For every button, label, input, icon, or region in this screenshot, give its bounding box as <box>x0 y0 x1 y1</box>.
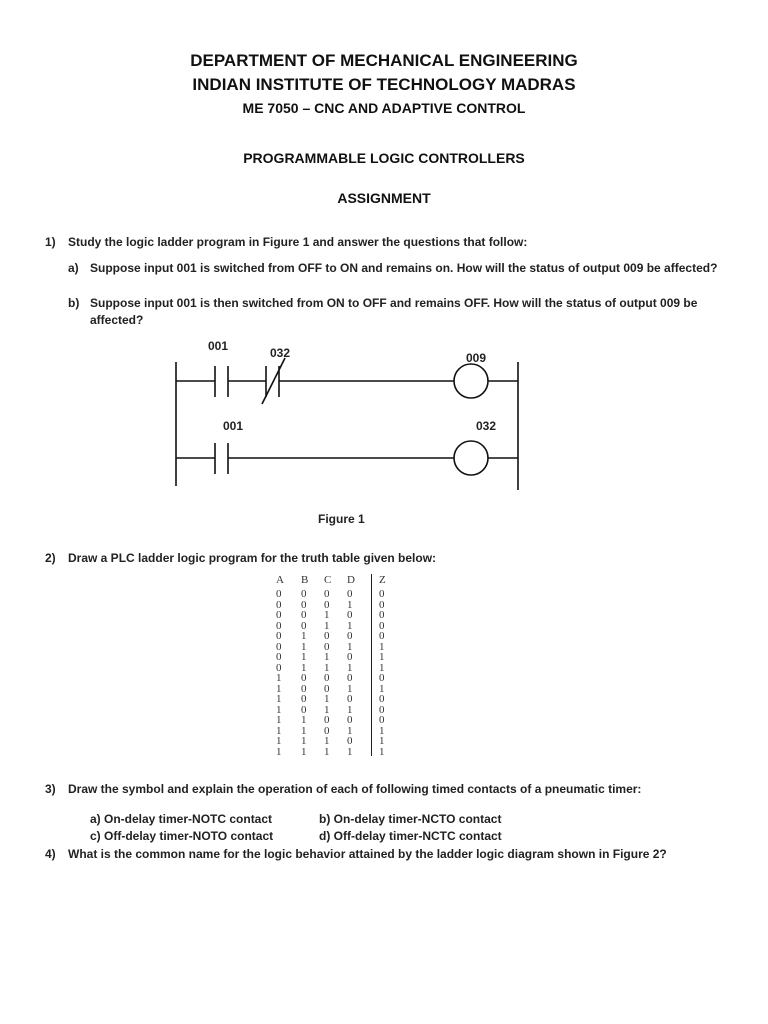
truth-table-header: B <box>301 574 309 586</box>
truth-table-header: Z <box>379 574 386 586</box>
q1-text: Study the logic ladder program in Figure 1 and answer the questions that follow: <box>68 235 528 249</box>
truth-table-cell: 0 <box>301 682 307 695</box>
q3-option-c: c) Off-delay timer-NOTO contact <box>90 829 274 843</box>
q1b-text-line1: Suppose input 001 is then switched from ON to OFF and remains OFF. How will the status of output 009 be <box>90 296 698 310</box>
truth-table-cell: 0 <box>301 598 307 611</box>
truth-table-cell: 1 <box>324 735 330 747</box>
truth-table-cell: 1 <box>379 651 385 663</box>
figure1-caption: Figure 1 <box>318 512 365 526</box>
truth-table-header: D <box>347 574 355 586</box>
truth-table-cell: 1 <box>301 714 307 726</box>
q2-text: Draw a PLC ladder logic program for the truth table given below: <box>68 551 437 565</box>
truth-table-cell: 0 <box>379 609 385 621</box>
truth-table-cell: 0 <box>276 630 282 642</box>
truth-table-cell: 0 <box>324 682 330 695</box>
truth-table-cell: 1 <box>347 724 353 737</box>
truth-table-cell: 0 <box>276 661 282 674</box>
truth-table-cell: 0 <box>379 598 385 611</box>
truth-table-cell: 0 <box>347 588 353 600</box>
truth-table-cell: 0 <box>347 630 353 642</box>
truth-table-cell: 1 <box>379 640 385 653</box>
truth-table-cell: 1 <box>347 682 353 695</box>
truth-table-cell: 0 <box>379 619 385 632</box>
truth-table <box>276 574 400 756</box>
q1b-label: b) <box>68 296 80 310</box>
truth-table-cell: 1 <box>276 693 282 705</box>
truth-table-cell: 1 <box>301 745 307 758</box>
q4-number: 4) <box>45 847 56 861</box>
truth-table-cell: 0 <box>301 693 307 705</box>
institute-title: INDIAN INSTITUTE OF TECHNOLOGY MADRAS <box>192 75 576 94</box>
truth-table-cell: 1 <box>301 651 307 663</box>
truth-table-cell: 1 <box>379 735 385 747</box>
q1-number: 1) <box>45 235 56 249</box>
q4-text: What is the common name for the logic behavior attained by the ladder logic diagram shown in Figure 2? <box>68 847 667 861</box>
truth-table-cell: 1 <box>347 619 353 632</box>
truth-table-cell: 0 <box>347 651 353 663</box>
truth-table-cell: 0 <box>379 630 385 642</box>
truth-table-cell: 1 <box>276 745 282 758</box>
truth-table-cell: 0 <box>324 630 330 642</box>
topic-title: PROGRAMMABLE LOGIC CONTROLLERS <box>243 150 525 166</box>
truth-table-cell: 1 <box>276 703 282 716</box>
truth-table-cell: 0 <box>379 714 385 726</box>
q3-option-b: b) On-delay timer-NCTO contact <box>319 812 502 826</box>
assignment-title: ASSIGNMENT <box>337 190 431 206</box>
truth-table-cell: 1 <box>379 682 385 695</box>
truth-table-cell: 0 <box>324 672 330 684</box>
truth-table-cell: 0 <box>347 735 353 747</box>
truth-table-cell: 1 <box>276 714 282 726</box>
truth-table-cell: 0 <box>324 640 330 653</box>
rung1-output-label: 009 <box>466 351 487 365</box>
truth-table-cell: 0 <box>276 651 282 663</box>
truth-table-divider <box>371 574 372 756</box>
truth-table-cell: 0 <box>347 609 353 621</box>
truth-table-header: A <box>276 574 284 586</box>
truth-table-cell: 1 <box>347 640 353 653</box>
truth-table-cell: 1 <box>347 598 353 611</box>
rung2-output-label: 032 <box>476 419 497 433</box>
truth-table-cell: 0 <box>276 619 282 632</box>
q3-text: Draw the symbol and explain the operation of each of following timed contacts of a pneumatic timer: <box>68 782 642 796</box>
truth-table-cell: 1 <box>324 693 330 705</box>
truth-table-cell: 1 <box>276 724 282 737</box>
q3-number: 3) <box>45 782 56 796</box>
truth-table-cell: 1 <box>301 724 307 737</box>
truth-table-cell: 1 <box>276 672 282 684</box>
truth-table-cell: 0 <box>301 588 307 600</box>
truth-table-cell: 0 <box>301 703 307 716</box>
truth-table-cell: 0 <box>276 609 282 621</box>
q3-option-a: a) On-delay timer-NOTC contact <box>90 812 273 826</box>
truth-table-cell: 0 <box>379 672 385 684</box>
truth-table-cell: 0 <box>324 588 330 600</box>
q2-number: 2) <box>45 551 56 565</box>
truth-table-cell: 0 <box>276 640 282 653</box>
truth-table-cell: 0 <box>379 588 385 600</box>
rung1-output-coil <box>454 364 488 398</box>
truth-table-cell: 0 <box>379 693 385 705</box>
course-title: ME 7050 – CNC AND ADAPTIVE CONTROL <box>242 100 526 116</box>
truth-table-cell: 0 <box>347 714 353 726</box>
truth-table-cell: 0 <box>324 714 330 726</box>
truth-table-cell: 1 <box>379 745 385 758</box>
truth-table-cell: 1 <box>347 661 353 674</box>
truth-table-cell: 0 <box>301 609 307 621</box>
truth-table-cell: 1 <box>301 735 307 747</box>
department-title: DEPARTMENT OF MECHANICAL ENGINEERING <box>190 51 578 70</box>
truth-table-cell: 0 <box>301 619 307 632</box>
truth-table-cell: 1 <box>379 724 385 737</box>
truth-table-cell: 0 <box>347 672 353 684</box>
truth-table-header: C <box>324 574 332 586</box>
truth-table-cell: 0 <box>276 598 282 611</box>
truth-table-cell: 1 <box>324 745 330 758</box>
truth-table-cell: 1 <box>324 703 330 716</box>
q1a-label: a) <box>68 261 79 275</box>
truth-table-cell: 1 <box>301 661 307 674</box>
rung1-nc-label: 032 <box>270 346 291 360</box>
truth-table-cell: 0 <box>324 724 330 737</box>
truth-table-cell: 1 <box>276 735 282 747</box>
truth-table-cell: 0 <box>379 703 385 716</box>
truth-table-cell: 1 <box>347 745 353 758</box>
truth-table-cell: 0 <box>324 598 330 611</box>
truth-table-cell: 0 <box>347 693 353 705</box>
rung2-input-label: 001 <box>223 419 244 433</box>
truth-table-cell: 1 <box>301 630 307 642</box>
truth-table-cell: 1 <box>347 703 353 716</box>
truth-table-cell: 0 <box>301 672 307 684</box>
truth-table-cell: 1 <box>324 651 330 663</box>
truth-table-cell: 1 <box>276 682 282 695</box>
rung2-output-coil <box>454 441 488 475</box>
truth-table-cell: 1 <box>379 661 385 674</box>
q3-option-d: d) Off-delay timer-NCTC contact <box>319 829 502 843</box>
truth-table-cell: 1 <box>324 661 330 674</box>
q1a-text: Suppose input 001 is switched from OFF to ON and remains on. How will the status of output 009 be affected? <box>90 261 718 275</box>
q1b-text-line2: affected? <box>90 313 144 327</box>
truth-table-cell: 1 <box>301 640 307 653</box>
truth-table-cell: 1 <box>324 609 330 621</box>
truth-table-cell: 1 <box>324 619 330 632</box>
rung1-input-label: 001 <box>208 339 229 353</box>
ladder-diagram-figure1 <box>0 330 768 500</box>
truth-table-cell: 0 <box>276 588 282 600</box>
